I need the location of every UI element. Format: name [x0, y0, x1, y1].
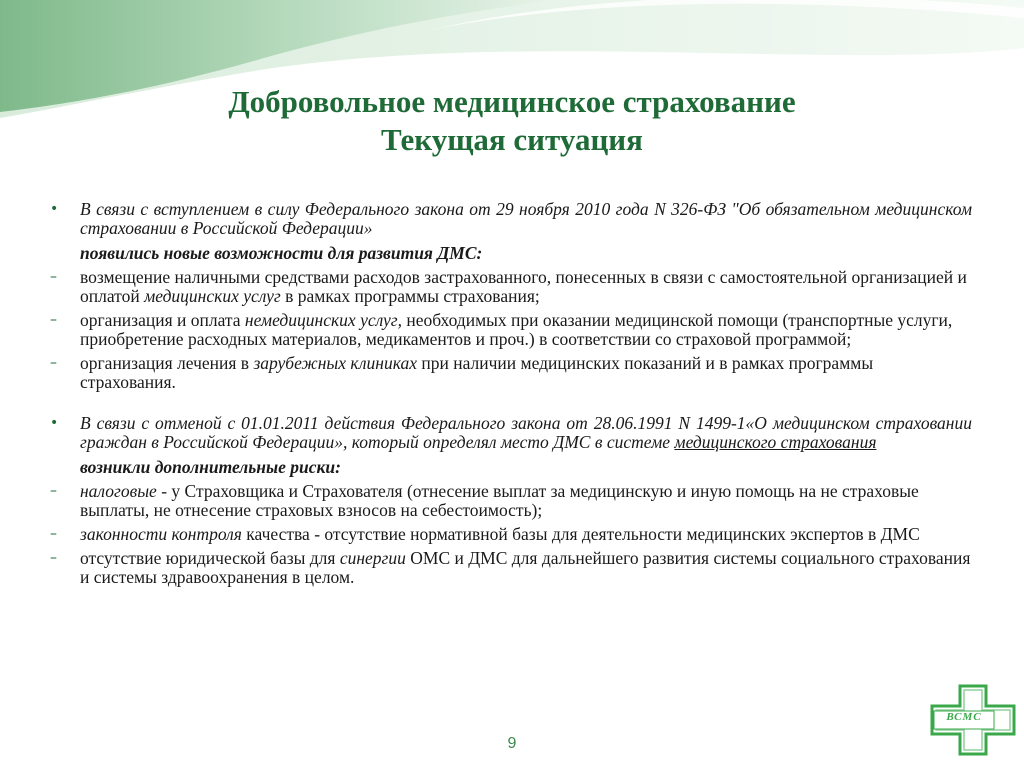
section2-item-2: – законности контроля качества - отсутствие нормативной базы для деятельности медицинских экспертов в ДМС [80, 525, 972, 544]
section1-item-1: – возмещение наличными средствами расходов застрахованного, понесенных в связи с самостоятельной организацией и оплатой медицинских услуг в рамках программы страхования; [80, 268, 972, 306]
section2-intro: • В связи с отменой с 01.01.2011 действия Федерального закона от 28.06.1991 N 1499-1«О медицинском страховании граждан в Российской Федерации», который определял место ДМС в системе медицинского страхования [80, 414, 972, 452]
section2-item-3: – отсутствие юридической базы для синергии ОМС и ДМС для дальнейшего развития системы социального страхования и системы здравоохранения в целом. [80, 549, 972, 587]
section2-heading: возникли дополнительные риски: [80, 457, 341, 477]
logo-text: ВСМС [946, 711, 982, 723]
section1-intro: • В связи с вступлением в силу Федерального закона от 29 ноября 2010 года N 326-ФЗ "Об обязательном медицинском страховании в Российской Федерации» [80, 200, 972, 238]
section1-heading: появились новые возможности для развития ДМС: [80, 243, 483, 263]
page-number: 9 [507, 735, 517, 752]
slide-title: Добровольное медицинское страхование [228, 84, 796, 119]
section1-item-3: – организация лечения в зарубежных клиниках при наличии медицинских показаний и в рамках программы страхования. [80, 354, 972, 392]
slide-content [80, 200, 972, 587]
slide-subtitle: Текущая ситуация [381, 122, 643, 157]
section1-item-2: – организация и оплата немедицинских услуг, необходимых при оказании медицинской помощи (транспортные услуги, приобретение расходных материалов, медикаментов и проч.) в соответствии со страховой программой; [80, 311, 972, 349]
section2-item-1: – налоговые - у Страховщика и Страхователя (отнесение выплат за медицинскую и иную помощь на не страховые выплаты, не отнесение страховых взносов на себестоимость); [80, 482, 972, 520]
